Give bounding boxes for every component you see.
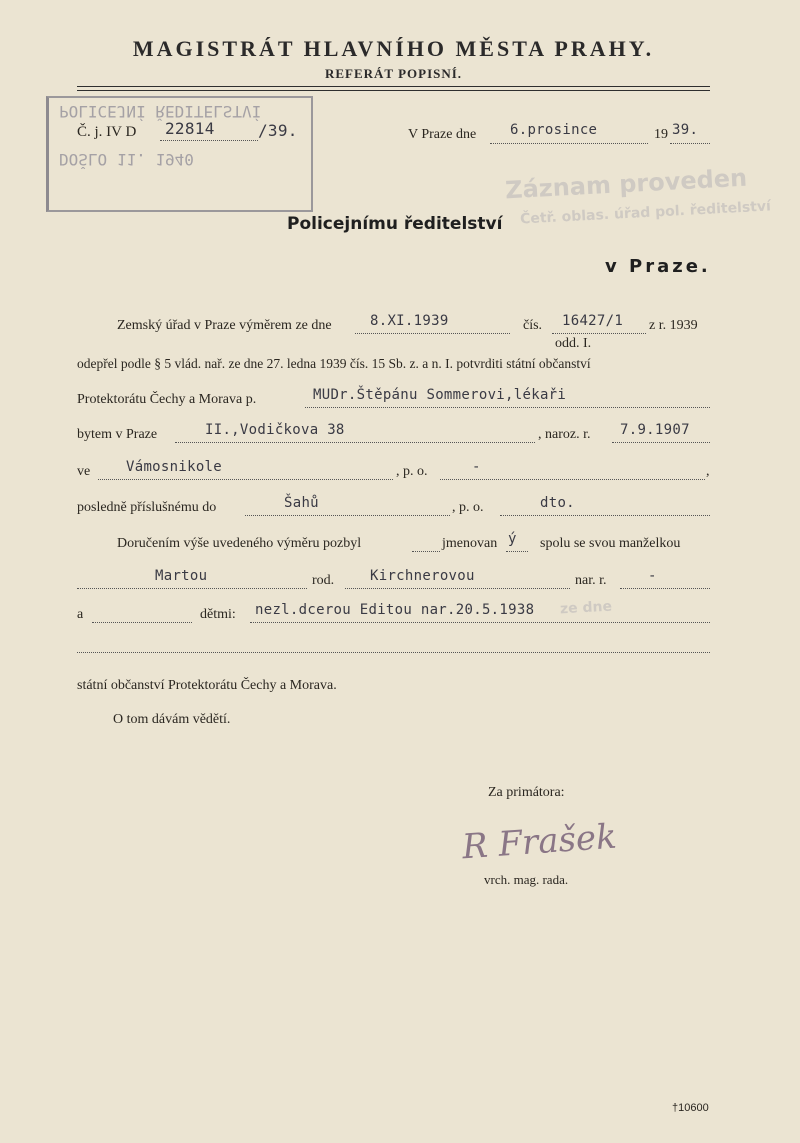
born-date: 7.9.1907 — [620, 422, 690, 438]
and-line — [92, 622, 192, 623]
addressee-line-2: v Praze. — [605, 256, 711, 277]
last-place: Šahů — [284, 495, 319, 511]
and-label: a — [77, 607, 84, 622]
header-rule-bottom — [77, 90, 710, 91]
handwritten-signature: R Frašek — [460, 816, 618, 868]
reference-year: /39. — [258, 121, 298, 140]
p1-line-3: Protektorátu Čechy a Morava p. — [77, 392, 257, 407]
maiden-name: Kirchnerovou — [370, 568, 475, 584]
bleed-through-text: ze dne — [559, 598, 613, 618]
letter-date: 6.prosince — [510, 122, 598, 138]
wife-born: - — [648, 568, 657, 584]
maiden-label: rod. — [312, 573, 335, 588]
p2-start: Doručením výše uvedeného výměru pozbyl — [117, 536, 362, 551]
last-district-label: , p. o. — [452, 500, 484, 515]
p1-line-2: odepřel podle § 5 vlád. nař. ze dne 27. ledna 1939 čís. 15 Sb. z. a n. I. potvrditi státní občanství — [77, 356, 591, 371]
person-name: MUDr.Štěpánu Sommerovi,lékaři — [313, 387, 567, 403]
letter-date-line — [490, 143, 648, 144]
last-place-label: posledně příslušnému do — [77, 500, 217, 515]
born-label: , naroz. r. — [538, 427, 591, 442]
bleed-through-text: Záznam proveden — [504, 163, 748, 205]
residence-label: bytem v Praze — [77, 427, 158, 442]
named-suffix-line — [506, 551, 528, 552]
form-number: †10600 — [672, 1102, 709, 1114]
decree-number: 16427/1 — [562, 313, 624, 329]
district-label: , p. o. — [396, 464, 428, 479]
named-suffix: ý — [508, 531, 517, 547]
blank-line — [77, 652, 710, 653]
p2-rest: spolu se svou manželkou — [540, 536, 681, 551]
last-district-line — [500, 515, 710, 516]
document-title: MAGISTRÁT HLAVNÍHO MĚSTA PRAHY. — [132, 36, 655, 61]
place-date-prefix: V Praze dne — [408, 127, 477, 142]
decree-number-line — [552, 333, 646, 334]
birthplace-label: ve — [77, 464, 91, 479]
stamp-line: DOŠLO 11. 1940 — [59, 150, 194, 169]
decree-date-line — [355, 333, 510, 334]
person-name-line — [305, 407, 710, 408]
reference-number-line — [160, 140, 258, 141]
district-line — [440, 479, 705, 480]
wife-name-line — [77, 588, 307, 589]
birthplace-comma: , — [706, 464, 710, 479]
children: nezl.dcerou Editou nar.20.5.1938 — [255, 602, 535, 618]
p1-start: Zemský úřad v Praze výměrem ze dne — [117, 318, 332, 333]
letter-year-line — [670, 143, 710, 144]
children-line — [250, 622, 710, 623]
citizenship-line: státní občanství Protektorátu Čechy a Morava. — [77, 678, 337, 693]
letter-year-prefix: 19 — [654, 127, 668, 142]
born-date-line — [612, 442, 710, 443]
document-subtitle: REFERÁT POPISNÍ. — [324, 66, 463, 81]
signatory-title: vrch. mag. rada. — [484, 872, 569, 887]
reference-number: 22814 — [165, 119, 215, 138]
last-place-line — [245, 515, 450, 516]
named-label: jmenovan — [442, 536, 498, 551]
district-value: - — [472, 459, 481, 475]
letter-year-suffix: 39. — [672, 122, 699, 138]
addressee-line-1: Policejnímu ředitelství — [287, 214, 503, 234]
decree-date: 8.XI.1939 — [370, 313, 449, 329]
last-district: dto. — [540, 495, 575, 511]
reference-prefix: Č. j. IV D — [77, 124, 137, 140]
birthplace-line — [98, 479, 393, 480]
children-label: dětmi: — [200, 607, 236, 622]
wife-born-label: nar. r. — [575, 573, 607, 588]
for-mayor-label: Za primátora: — [488, 785, 565, 800]
p2-line-a — [412, 551, 440, 552]
birthplace: Vámosnikole — [126, 459, 223, 475]
wife-name: Martou — [155, 568, 208, 584]
notice-text: O tom dávám vědětí. — [113, 712, 231, 727]
decree-year: z r. 1939 — [649, 318, 698, 333]
wife-born-line — [620, 588, 710, 589]
bleed-through-text: Četř. oblas. úřad pol. ředitelství — [519, 198, 772, 228]
received-stamp — [46, 96, 313, 212]
residence-line — [175, 442, 535, 443]
header-rule-top — [77, 86, 710, 87]
maiden-name-line — [345, 588, 570, 589]
dept-label: odd. I. — [555, 336, 592, 351]
residence: II.,Vodičkova 38 — [205, 422, 345, 438]
cis-label: čís. — [523, 318, 543, 333]
stamp-line: POLICEJNÍ ŘEDITELSTVÍ — [59, 102, 262, 121]
